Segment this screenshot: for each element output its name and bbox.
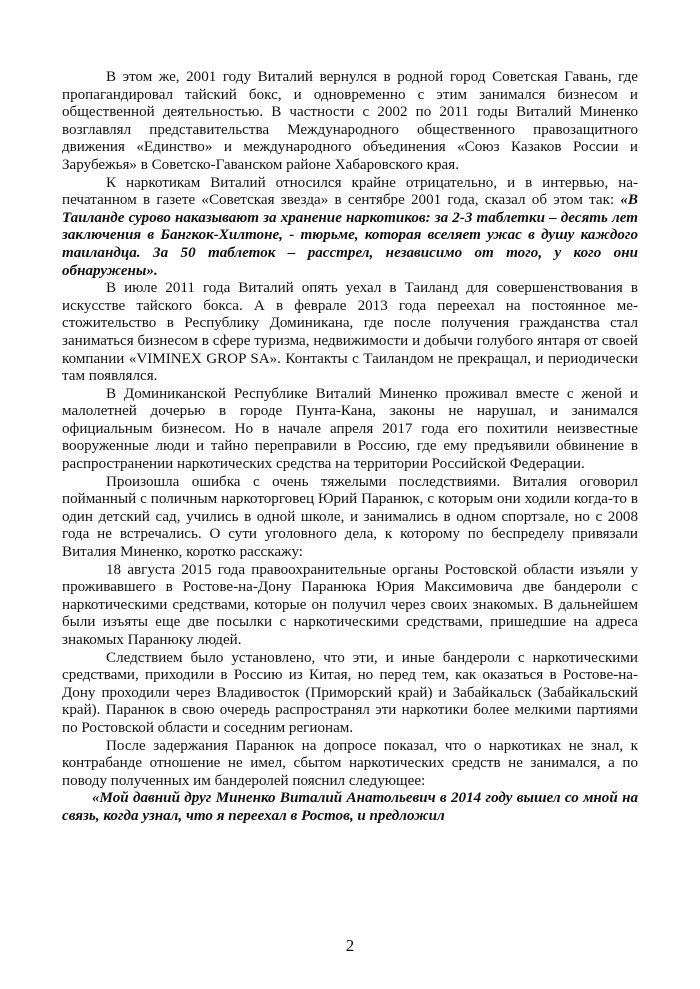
paragraph-5-text: Произошла ошибка с очень тяжелыми последствиями. Виталия оговорил пойманный с поличным наркоторговец Юрий Паранюк, с которым они ходили когда-то в один детский сад, учились в одной школе, и занимались в одном спортзале, но с 2008 года не встречались. О сути уголовного дела, к которому по беспределу привязали Виталия Миненко, коротко расскажу: [62,473,638,561]
paragraph-2-text: К наркотикам Виталий относился крайне отрицательно, и в интервью, напечатанном в газете «Советская звезда» в сентябре 2001 года, сказал об этом так: [62,174,638,209]
paragraph-4 [62,386,638,474]
closing-quote: «Мой давний друг Миненко Виталий Анатольевич в 2014 году вышел со мной на связь, когда узнал, что я переехал в Ростов, и предложил [62,790,638,824]
paragraph-3-text: В июле 2011 года Виталий опять уехал в Таиланд для совершенствования в искусстве тайского бокса. А в феврале 2013 года переехал на постоянное местожительство в Республику Доминикана, где после получения гражданства стал заниматься бизнесом в сфере туризма, недвижимости и добычи голубого янтаря от своей компании «VIMINEX GROP SA». Контакты с Таиландом не прекращал, и периодически там появлялся. [62,280,638,385]
paragraph-8 [62,738,638,791]
paragraph-2 [62,175,638,281]
paragraph-8-text: После задержания Паранюк на допросе показал, что о наркотиках не знал, к контрабанде отношение не имел, сбытом наркотических средств не занимался, а по поводу полученных им бандеролей пояснил следующее: [62,737,638,789]
document-body [62,69,638,826]
paragraph-1-text: В этом же, 2001 году Виталий вернулся в родной город Советская Гавань, где пропагандировал тайский бокс, и одновременно с этим занимался бизнесом и общественной деятельностью. В частности с 2002 по 2011 годы Виталий Миненко возглавлял представительства Международного общественного правозащитного движения «Единство» и международного объединения «Союз Казаков России и Зарубежья» в Советско-Гаванском районе Хабаровского края. [62,69,638,173]
paragraph-3 [62,280,638,386]
page-number: 2 [345,936,355,955]
paragraph-4-text: В Доминиканской Республике Виталий Миненко проживал вместе с женой и малолетней дочерью в городе Пунта-Кана, законы не нарушал, и занимался официальным бизнесом. Но в начале апреля 2017 года его похитили неизвестные вооруженные люди и тайно переправили в Россию, где ему предъявили обвинение в распространении наркотических средства на территории Российской Федерации. [62,385,638,473]
paragraph-7-text: Следствием было установлено, что эти, и иные бандероли с наркотическими средствами, приходили в Россию из Китая, но перед тем, как оказаться в Ростове-на-Дону проходили через Владивосток (Приморский край) и Забайкальск (Забайкальский край). Паранюк в свою очередь распространял эти наркотики более мелкими партиями по Ростовской области и соседним регионам. [62,649,638,736]
paragraph-7 [62,650,638,738]
paragraph-1 [62,69,638,175]
paragraph-6 [62,562,638,650]
paragraph-5 [62,474,638,562]
paragraph-2-quote: «В Таиланде сурово наказывают за хранение наркотиков: за 2-3 таблетки – десять лет заключения в Бангкок-Хилтоне, - тюрьме, которая вселяет ужас в душу каждого таиландца. За 50 таблеток – расстрел, независимо от того, у кого они обнаружены». [62,192,638,279]
paragraph-6-text: 18 августа 2015 года правоохранительные органы Ростовской области изъяли у проживавшего в Ростове-на-Дону Паранюка Юрия Максимовича две бандероли с наркотическими средствами, которые он получил через своих знакомых. В дальнейшем были изъяты еще две посылки с наркотическими средствами, пришедшие на адреса знакомых Паранюку людей. [62,561,638,648]
